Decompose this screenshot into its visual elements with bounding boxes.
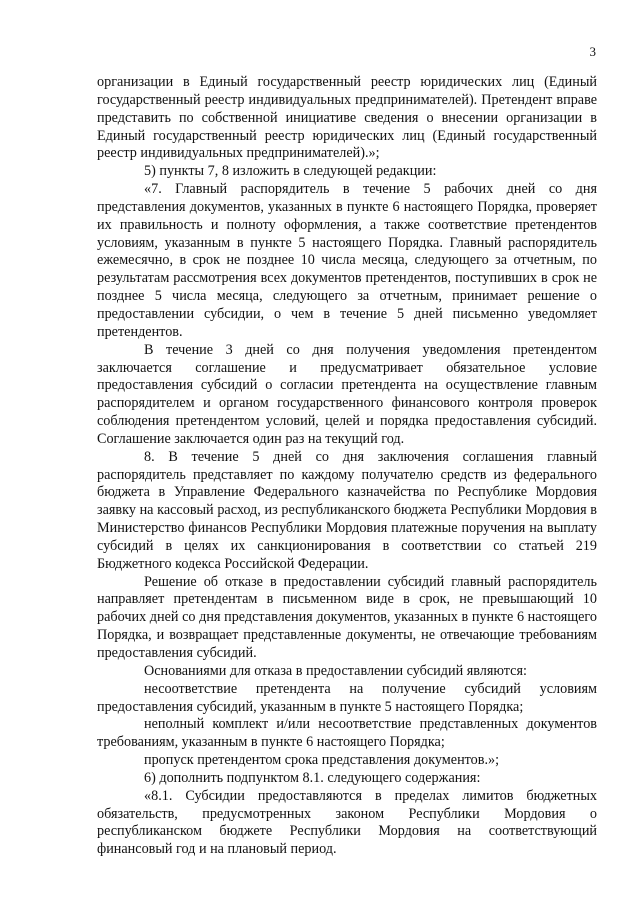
paragraph-ground-3: пропуск претендентом срока представления документов.»;: [144, 752, 500, 769]
paragraph-clause-8: 8. В течение 5 дней со дня заключения соглашения главный распорядитель представляет по каждому получателю средств из федерального бюджета в Управление Федерального казначейства по Республике Мордовия заявку на кассовый расход, из республиканского бюджета Республики Мордовия в Министерство финансов Республики Мордовия платежные поручения на выплату субсидий в целях их санкционирования в соответствии со статьей 219 Бюджетного кодекса Российской Федерации.: [97, 448, 597, 572]
paragraph-item-5: 5) пункты 7, 8 изложить в следующей редакции:: [144, 163, 437, 180]
document-body: [97, 74, 597, 859]
page-number: 3: [589, 44, 596, 59]
paragraph-refusal-grounds: Основаниями для отказа в предоставлении субсидий являются:: [144, 662, 527, 679]
paragraph-clause-7: «7. Главный распорядитель в течение 5 рабочих дней со дня представления документов, указанных в пункте 6 настоящего Порядка, проверяет их правильность и полноту оформления, а также соответствие претендентов условиям, указанным в пункте 5 настоящего Порядка. Главный распорядитель ежемесячно, в срок не позднее 10 числа месяца, следующего за отчетным, по результатам рассмотрения всех документов претендентов, поступивших в срок не позднее 5 числа месяца, следующего за отчетным, принимает решение о предоставлении субсидии, о чем в течение 5 дней письменно уведомляет претендентов.: [97, 181, 597, 340]
paragraph-ground-2: неполный комплект и/или несоответствие представленных документов требованиям, указанным в пункте 6 настоящего Порядка;: [97, 716, 597, 751]
paragraph-agreement: В течение 3 дней со дня получения уведомления претендентом заключается соглашение и предусматривает обязательное условие предоставления субсидий о согласии претендента на осуществление главным распорядителем и органом государственного финансового контроля проверок соблюдения претендентом условий, целей и порядка предоставления субсидий. Соглашение заключается один раз на текущий год.: [97, 341, 597, 447]
paragraph-clause-8-1: «8.1. Субсидии предоставляются в пределах лимитов бюджетных обязательств, предусмотренных законом Республики Мордовия о республиканском бюджете Республики Мордовия на соответствующий финансовый год и на плановый период.: [97, 787, 597, 858]
paragraph-ground-1: несоответствие претендента на получение субсидий условиям предоставления субсидий, указанным в пункте 5 настоящего Порядка;: [97, 680, 597, 715]
paragraph-item-6: 6) дополнить подпунктом 8.1. следующего содержания:: [144, 769, 481, 786]
paragraph-continuation: организации в Единый государственный реестр юридических лиц (Единый государственный реестр индивидуальных предпринимателей). Претендент вправе представить по собственной инициативе сведения о внесении организации в Единый государственный реестр юридических лиц (Единый государственный реестр индивидуальных предпринимателей).»;: [97, 74, 597, 162]
paragraph-refusal-decision: Решение об отказе в предоставлении субсидий главный распорядитель направляет претендентам в письменном виде в срок, не превышающий 10 рабочих дней со дня представления документов, указанных в пункте 6 настоящего Порядка, и возвращает представленные документы, не отвечающие требованиям предоставления субсидий.: [97, 573, 597, 661]
